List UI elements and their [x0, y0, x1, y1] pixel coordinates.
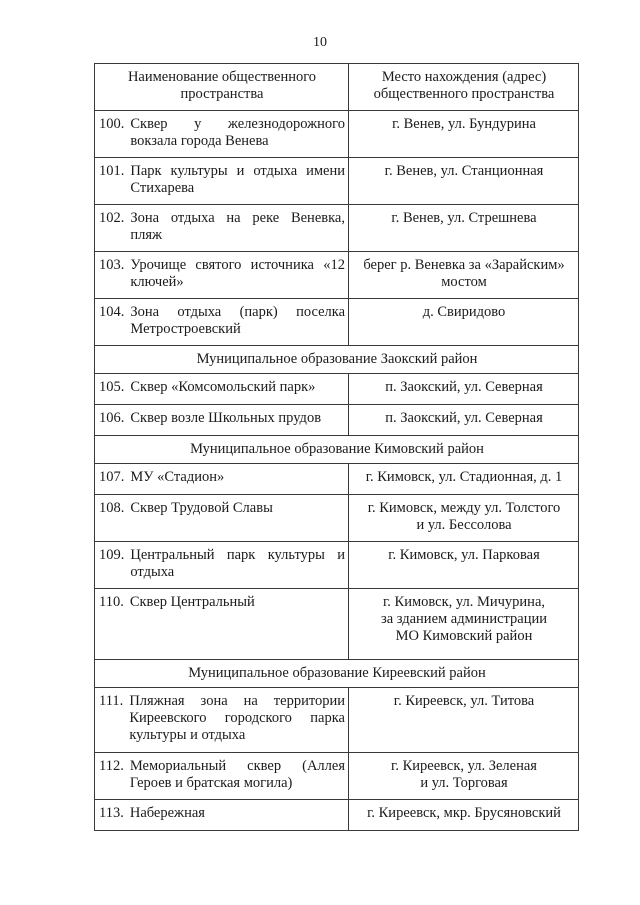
public-spaces-table — [94, 63, 579, 831]
section-row — [95, 436, 579, 464]
row-number: 111. — [99, 693, 124, 709]
table-row — [95, 753, 579, 800]
space-name: Набережная — [129, 805, 205, 821]
header-name: Наименование общественного пространства — [95, 64, 349, 111]
row-number: 110. — [99, 594, 124, 610]
space-name: Сквер Трудовой Славы — [130, 500, 273, 516]
header-address: Место нахождения (адрес) общественного пространства — [349, 64, 579, 111]
page-number: 10 — [313, 35, 327, 50]
space-name: Сквер возле Школьных прудов — [130, 410, 322, 426]
name-cell — [95, 542, 349, 589]
space-address: г. Кимовск, ул. Мичурина, за зданием администрации МО Кимовский район — [349, 589, 579, 660]
space-name: Сквер «Комсомольский парк» — [130, 379, 316, 395]
space-name: Зона отдыха на реке Веневка, пляж — [130, 210, 345, 243]
row-number: 104. — [99, 304, 125, 320]
row-number: 103. — [99, 257, 125, 273]
table-row — [95, 405, 579, 436]
table-row — [95, 111, 579, 158]
name-cell — [95, 589, 349, 660]
name-cell — [95, 158, 349, 205]
space-name: Урочище святого источника «12 ключей» — [130, 257, 345, 290]
table-row — [95, 688, 579, 753]
table-row — [95, 299, 579, 346]
row-number: 107. — [99, 469, 125, 485]
row-number: 112. — [99, 758, 124, 774]
table-row — [95, 800, 579, 831]
table-row — [95, 589, 579, 660]
name-cell — [95, 800, 349, 831]
section-title: Муниципальное образование Кимовский район — [95, 436, 579, 464]
space-address: д. Свиридово — [349, 299, 579, 346]
space-address: г. Венев, ул. Станционная — [349, 158, 579, 205]
section-row — [95, 346, 579, 374]
space-name: Сквер Центральный — [129, 594, 255, 610]
name-cell — [95, 111, 349, 158]
space-address: п. Заокский, ул. Северная — [349, 374, 579, 405]
section-title: Муниципальное образование Заокский район — [95, 346, 579, 374]
table-header-row — [95, 64, 579, 111]
name-cell — [95, 688, 349, 753]
space-name: Парк культуры и отдыха имени Стихарева — [130, 163, 345, 196]
space-name: Сквер у железнодорожного вокзала города Венева — [130, 116, 345, 149]
space-name: Центральный парк культуры и отдыха — [130, 547, 345, 580]
row-number: 102. — [99, 210, 125, 226]
space-address: г. Кимовск, между ул. Толстого и ул. Бессолова — [349, 495, 579, 542]
space-address: п. Заокский, ул. Северная — [349, 405, 579, 436]
name-cell — [95, 495, 349, 542]
name-cell — [95, 464, 349, 495]
section-row — [95, 660, 579, 688]
row-number: 100. — [99, 116, 125, 132]
space-address: г. Кимовск, ул. Стадионная, д. 1 — [349, 464, 579, 495]
row-number: 108. — [99, 500, 125, 516]
space-address: г. Киреевск, ул. Титова — [349, 688, 579, 753]
table-row — [95, 464, 579, 495]
name-cell — [95, 374, 349, 405]
row-number: 109. — [99, 547, 125, 563]
table-row — [95, 495, 579, 542]
space-address: г. Кимовск, ул. Парковая — [349, 542, 579, 589]
row-number: 101. — [99, 163, 125, 179]
name-cell — [95, 753, 349, 800]
space-name: МУ «Стадион» — [130, 469, 225, 485]
name-cell — [95, 205, 349, 252]
table-row — [95, 374, 579, 405]
table-row — [95, 158, 579, 205]
section-title: Муниципальное образование Киреевский район — [95, 660, 579, 688]
name-cell — [95, 405, 349, 436]
space-address: г. Венев, ул. Стрешнева — [349, 205, 579, 252]
space-name: Зона отдыха (парк) поселка Метростроевский — [130, 304, 345, 337]
table-row — [95, 205, 579, 252]
table-row — [95, 252, 579, 299]
space-name: Пляжная зона на территории Киреевского городского парка культуры и отдыха — [129, 693, 345, 743]
space-name: Мемориальный сквер (Аллея Героев и братская могила) — [129, 758, 345, 791]
row-number: 113. — [99, 805, 124, 821]
space-address: г. Киреевск, мкр. Брусяновский — [349, 800, 579, 831]
space-address: г. Киреевск, ул. Зеленая и ул. Торговая — [349, 753, 579, 800]
row-number: 105. — [99, 379, 125, 395]
table-row — [95, 542, 579, 589]
space-address: берег р. Веневка за «Зарайским» мостом — [349, 252, 579, 299]
row-number: 106. — [99, 410, 125, 426]
name-cell — [95, 252, 349, 299]
name-cell — [95, 299, 349, 346]
space-address: г. Венев, ул. Бундурина — [349, 111, 579, 158]
